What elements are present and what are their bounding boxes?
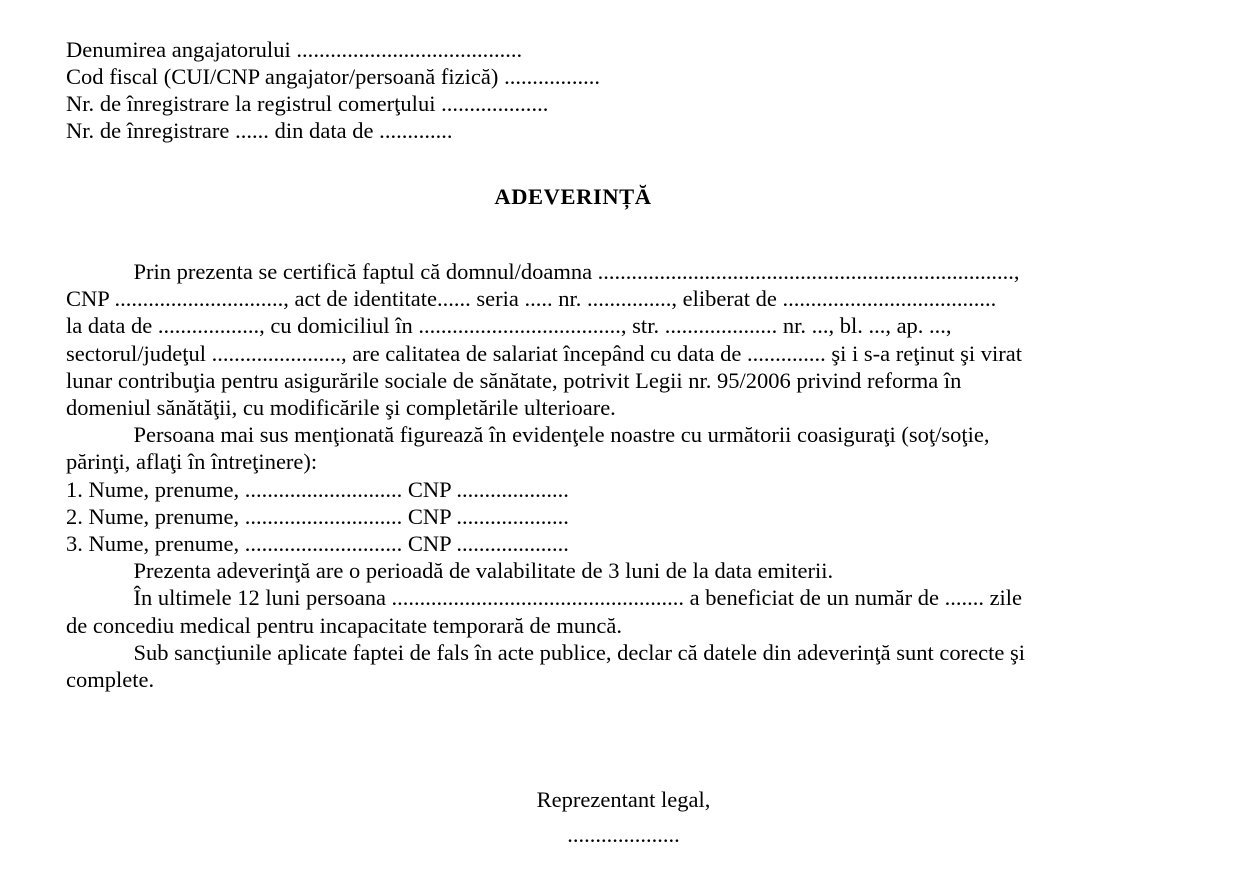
paragraph-certification-line-1: Prin prezenta se certifică faptul că domnul/doamna ..........................................................................,: [66, 259, 1020, 284]
paragraph-coinsured-intro: [66, 421, 1180, 475]
employer-header-block: [66, 36, 1180, 144]
header-line-employer-name: Denumirea angajatorului ........................................: [66, 37, 523, 62]
document-body: [66, 36, 1180, 693]
signature-dotted-line: ....................: [567, 822, 680, 847]
header-line-registration-number-date: Nr. de înregistrare ...... din data de .............: [66, 118, 453, 143]
paragraph-sick-leave-line-2: de concediu medical pentru incapacitate temporară de muncă.: [66, 612, 622, 638]
header-line-trade-registry-number: Nr. de înregistrare la registrul comerţului ...................: [66, 91, 549, 116]
paragraph-validity-line-1: Prezenta adeverinţă are o perioadă de valabilitate de 3 luni de la data emiterii.: [66, 558, 834, 584]
list-item: 1. Nume, prenume, ............................ CNP ....................: [66, 476, 569, 502]
paragraph-certification-line-3: la data de .................., cu domiciliul în ...................................., str. .................... nr. ..., bl. ..., ap. ...,: [66, 313, 952, 339]
paragraph-validity: [66, 557, 1180, 584]
paragraph-sick-leave-line-1: În ultimele 12 luni persoana .................................................... a beneficiat de un număr de ....... zile: [66, 585, 1023, 611]
document-title: ADEVERINȚĂ: [494, 184, 652, 209]
paragraph-certification-line-5: lunar contribuţia pentru asigurările sociale de sănătate, potrivit Legii nr. 95/2006 privind reforma în: [66, 367, 962, 393]
paragraph-certification-line-4: sectorul/judeţul ......................., are calitatea de salariat începând cu data de .............. şi i s-a reţinut şi virat: [66, 340, 1022, 366]
paragraph-coinsured-intro-line-1: Persoana mai sus menţionată figurează în evidenţele noastre cu următorii coasiguraţi (soţ/soţie,: [66, 422, 990, 448]
paragraph-declaration-line-2: complete.: [66, 667, 155, 693]
paragraph-declaration: [66, 639, 1180, 693]
paragraph-sick-leave: [66, 584, 1180, 638]
paragraph-certification-line-2: CNP .............................., act de identitate...... seria ..... nr. ..............., eliberat de ......................................: [66, 286, 997, 312]
signature-label: Reprezentant legal,: [536, 787, 711, 812]
title-spacer: [66, 210, 1180, 258]
coinsured-list: [66, 476, 1180, 558]
paragraph-certification-line-6: domeniul sănătăţii, cu modificările şi completările ulterioare.: [66, 395, 616, 421]
paragraph-coinsured-intro-line-2: părinţi, aflaţi în întreţinere):: [66, 449, 318, 475]
header-line-fiscal-code: Cod fiscal (CUI/CNP angajator/persoană fizică) .................: [66, 64, 601, 89]
signature-block: [0, 786, 1241, 848]
list-item: 2. Nume, prenume, ............................ CNP ....................: [66, 503, 569, 529]
paragraph-declaration-line-1: Sub sancţiunile aplicate faptei de fals în acte publice, declar că datele din adeverinţă sunt corecte şi: [66, 639, 1025, 665]
list-item: 3. Nume, prenume, ............................ CNP ....................: [66, 531, 569, 557]
paragraph-certification: [66, 258, 1180, 421]
